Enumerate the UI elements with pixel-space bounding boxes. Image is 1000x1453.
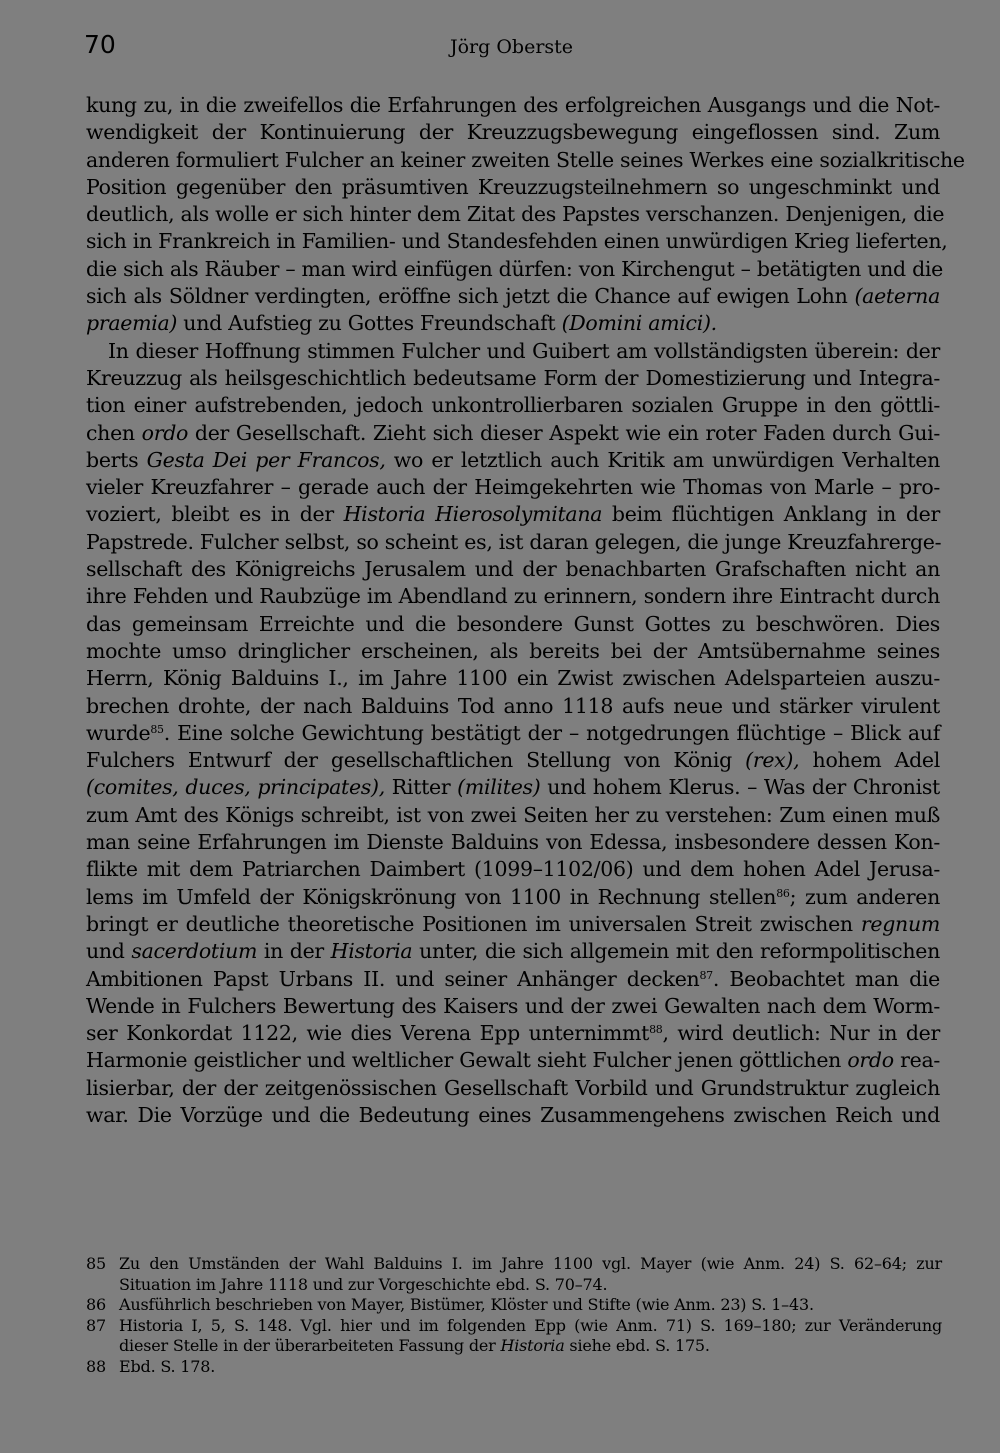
footnote-number: 88 — [86, 1356, 106, 1376]
text-line: brechen drohte, der nach Balduins Tod anno 1118 aufs neue und stärker virulent — [86, 693, 940, 718]
text-segment: Ambitionen Papst Urbans II. und seiner Anhänger decken — [86, 966, 700, 991]
text-line — [86, 447, 940, 474]
text-line: vieler Kreuzfahrer – gerade auch der Heimgekehrten wie Thomas von Marle – pro- — [86, 475, 940, 500]
text-segment: wo er letztlich auch Kritik am unwürdigen Verhalten — [385, 447, 941, 472]
page-number: 70 — [84, 30, 116, 59]
text-line: lisierbar, der der zeitgenössischen Gesellschaft Vorbild und Grundstruktur zugleich — [86, 1075, 940, 1100]
text-segment: siehe ebd. S. 175. — [564, 1336, 710, 1356]
text-segment: voziert, bleibt es in der — [86, 502, 344, 527]
text-line: deutlich, als wolle er sich hinter dem Zitat des Papstes verschanzen. Denjenigen, die — [86, 202, 945, 227]
footnote-text: Situation im Jahre 1118 und zur Vorgeschichte ebd. S. 70–74. — [119, 1274, 608, 1294]
footnote-text: Historia I, 5, S. 148. Vgl. hier und im folgenden Epp (wie Anm. 71) S. 169–180; zur Veränderung — [119, 1315, 942, 1335]
text-line: Wende in Fulchers Bewertung des Kaisers und der zwei Gewalten nach dem Worm- — [86, 993, 940, 1018]
text-line — [86, 310, 940, 337]
text-line: tion einer aufstrebenden, jedoch unkontrollierbaren sozialen Gruppe in den göttli- — [86, 393, 940, 418]
text-segment: ; zum anderen — [789, 884, 941, 909]
text-line: sich in Frankreich in Familien- und Standesfehden einen unwürdigen Krieg lieferten, — [86, 229, 948, 254]
text-line — [86, 1047, 940, 1074]
text-line: Position gegenüber den präsumtiven Kreuzzugsteilnehmern so ungeschminkt und — [86, 174, 940, 199]
text-line — [86, 1020, 940, 1047]
italic-text: (Domini amici). — [561, 311, 717, 336]
text-line: wendigkeit der Kontinuierung der Kreuzzugsbewegung eingeflossen sind. Zum — [86, 120, 940, 145]
text-line — [86, 884, 940, 911]
text-line: zum Amt des Königs schreibt, ist von zwei Seiten her zu verstehen: Zum einen muß — [86, 802, 940, 827]
text-line: die sich als Räuber – man wird einfügen dürfen: von Kirchengut – betätigten und die — [86, 256, 943, 281]
text-segment: berts — [86, 447, 147, 472]
text-segment: rea- — [893, 1048, 940, 1073]
footnote-number: 86 — [86, 1295, 106, 1315]
text-segment: und — [86, 939, 132, 964]
italic-text: ordo — [847, 1048, 894, 1073]
text-line: ihre Fehden und Raubzüge im Abendland zu erinnern, sondern ihre Eintracht durch — [86, 584, 940, 609]
text-segment: in der — [257, 939, 331, 964]
text-segment: bringt er deutliche theoretische Positionen im universalen Streit zwischen — [86, 911, 861, 936]
text-line — [86, 966, 940, 993]
text-line — [86, 720, 940, 747]
text-line: Papstrede. Fulcher selbst, so scheint es, ist daran gelegen, die junge Kreuzfahrerge- — [86, 529, 942, 554]
footnote-line — [86, 1357, 942, 1378]
text-segment: lems im Umfeld der Königskrönung von 1100 in Rechnung stellen — [86, 884, 777, 909]
text-line: flikte mit dem Patriarchen Daimbert (1099–1102/06) und dem hohen Adel Jerusa- — [86, 857, 940, 882]
text-segment: Harmonie geistlicher und weltlicher Gewalt sieht Fulcher jenen göttlichen — [86, 1048, 848, 1073]
footnote-ref: 85 — [150, 722, 164, 736]
text-segment: beim flüchtigen Anklang in der — [602, 502, 940, 527]
running-head: Jörg Oberste — [450, 36, 574, 58]
text-segment: und Aufstieg zu Gottes Freundschaft — [177, 311, 562, 336]
text-line — [86, 774, 940, 801]
text-line — [86, 747, 940, 774]
footnote-text: Ausführlich beschrieben von Mayer, Bistümer, Klöster und Stifte (wie Anm. 23) S. 1–43. — [119, 1295, 814, 1315]
footnote-text: Zu den Umständen der Wahl Balduins I. im Jahre 1100 vgl. Mayer (wie Anm. 24) S. 62–64; zur — [119, 1254, 942, 1273]
text-line: war. Die Vorzüge und die Bedeutung eines Zusammengehens zwischen Reich und — [86, 1102, 940, 1127]
text-line: anderen formuliert Fulcher an keiner zweiten Stelle seines Werkes eine sozialkritische — [86, 147, 965, 172]
footnote-ref: 86 — [776, 886, 790, 900]
italic-text: Historia — [500, 1336, 565, 1356]
text-segment: ser Konkordat 1122, wie dies Verena Epp unternimmt — [86, 1021, 650, 1046]
text-line — [86, 420, 940, 447]
italic-text: regnum — [860, 911, 940, 936]
text-line: Herrn, König Balduins I., im Jahre 1100 ein Zwist zwischen Adelsparteien auszu- — [86, 666, 940, 691]
text-segment: unter, die sich allgemein mit den reformpolitischen — [412, 939, 940, 964]
text-segment: der Gesellschaft. Zieht sich dieser Aspekt wie ein roter Faden durch Gui- — [188, 420, 940, 445]
text-line — [86, 938, 940, 965]
footnote-line — [86, 1295, 942, 1316]
italic-text: (aeterna — [854, 284, 940, 309]
text-segment: Ritter — [384, 775, 458, 800]
footnote-line — [86, 1336, 942, 1357]
text-line: kung zu, in die zweifellos die Erfahrungen des erfolgreichen Ausgangs und die Not- — [86, 93, 940, 117]
italic-text: (rex), — [745, 748, 800, 773]
footnote-ref: 88 — [649, 1023, 663, 1037]
italic-text: praemia) — [86, 311, 178, 336]
footnote-line — [86, 1275, 942, 1296]
footnote-ref: 87 — [699, 968, 713, 982]
text-segment: , wird deutlich: Nur in der — [662, 1021, 940, 1046]
text-segment: chen — [86, 420, 142, 445]
italic-text: (comites, duces, principates), — [86, 775, 385, 800]
text-line: In dieser Hoffnung stimmen Fulcher und Guibert am vollständigsten überein: der — [108, 338, 940, 363]
body-text — [86, 92, 965, 1129]
footnote-number: 87 — [86, 1315, 106, 1335]
text-line: das gemeinsam Erreichte und die besondere Gunst Gottes zu beschwören. Dies — [86, 611, 940, 636]
text-line: man seine Erfahrungen im Dienste Balduins von Edessa, insbesondere dessen Kon- — [86, 830, 940, 855]
text-line — [86, 283, 940, 310]
text-line: sellschaft des Königreichs Jerusalem und der benachbarten Grafschaften nicht an — [86, 557, 940, 582]
text-line — [86, 501, 940, 528]
footnote-number: 85 — [86, 1254, 106, 1273]
italic-text: sacerdotium — [131, 939, 258, 964]
footnotes — [86, 1254, 942, 1378]
text-segment: . Beobachtet man die — [712, 966, 940, 991]
italic-text: Historia — [330, 939, 413, 964]
italic-text: (milites) — [457, 775, 541, 800]
text-line: mochte umso dringlicher erscheinen, als bereits bei der Amtsübernahme seines — [86, 638, 940, 663]
footnote-line — [86, 1316, 942, 1337]
text-segment: . Eine solche Gewichtung bestätigt der – notgedrungen flüchtige – Blick auf — [163, 720, 940, 745]
text-segment: dieser Stelle in der überarbeiteten Fassung der — [119, 1336, 501, 1356]
text-segment: wurde — [86, 720, 151, 745]
text-segment: Fulchers Entwurf der gesellschaftlichen Stellung von König — [86, 748, 746, 773]
italic-text: ordo — [141, 420, 189, 445]
footnote-line — [86, 1254, 942, 1275]
footnote-text: Ebd. S. 178. — [119, 1356, 216, 1376]
italic-text: Historia Hierosolymitana — [343, 502, 603, 527]
italic-text: Gesta Dei per Francos, — [146, 447, 386, 472]
text-segment: sich als Söldner verdingten, eröffne sich jetzt die Chance auf ewigen Lohn — [86, 284, 855, 309]
text-line — [86, 911, 940, 938]
text-line: Kreuzzug als heilsgeschichtlich bedeutsame Form der Domestizierung und Integra- — [86, 365, 940, 390]
text-segment: hohem Adel — [799, 748, 940, 773]
text-segment: und hohem Klerus. – Was der Chronist — [540, 775, 940, 800]
